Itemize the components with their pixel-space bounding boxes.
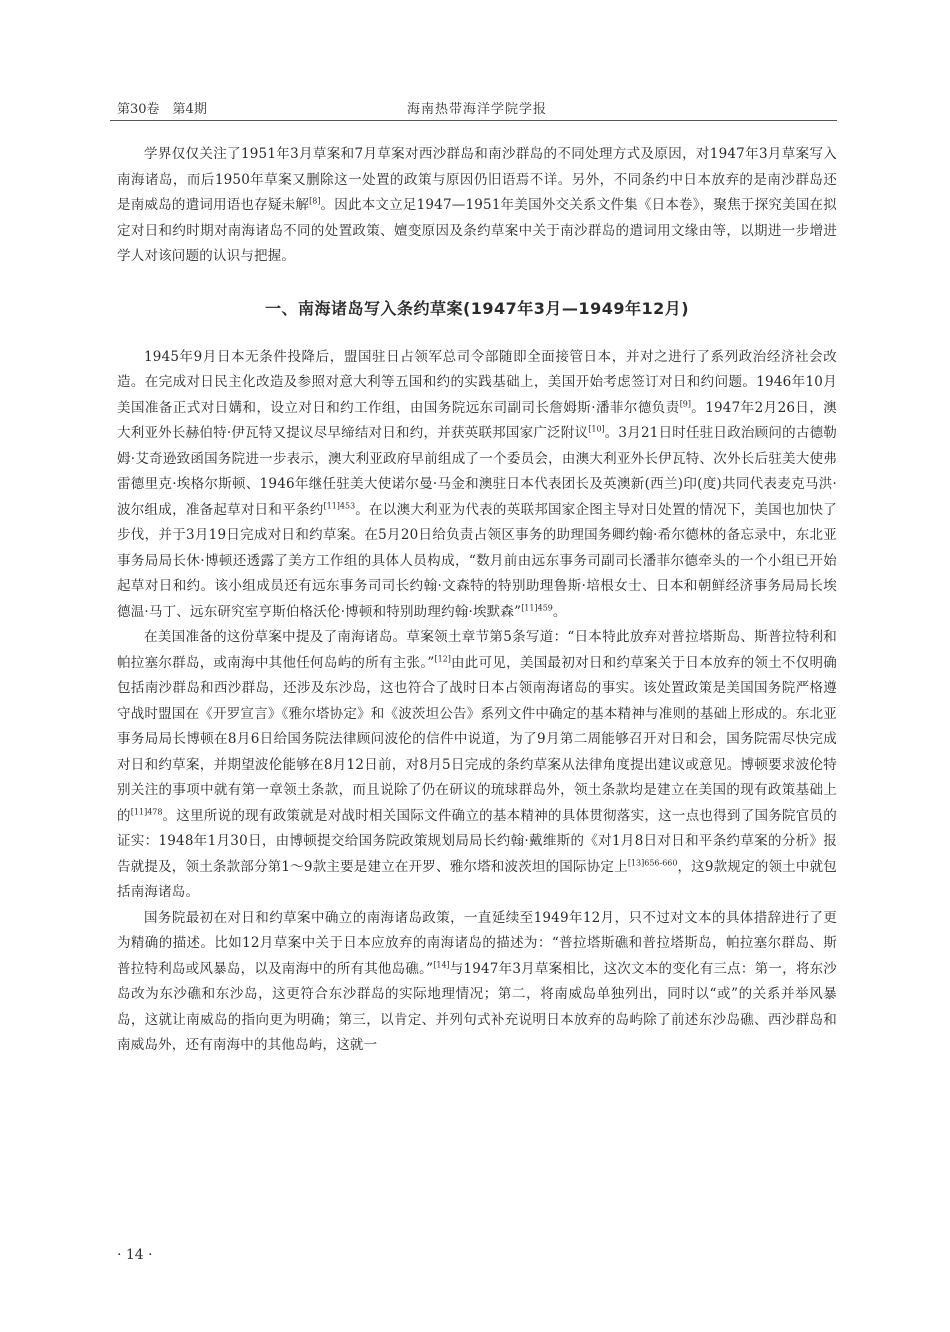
section-heading: 一、南海诸岛写入条约草案(1947年3月—1949年12月) [264,298,690,318]
citation: [11]453 [323,501,356,510]
page-number: · 14 · [117,1247,153,1263]
citation: [9] [679,399,692,408]
body-paragraph-1: 1945年9月日本无条件投降后，盟国驻日占领军总司令部随即全面接管日本，并对之进行了系列政治经济社会改造。在完成对日民主化改造及参照对意大利等五国和约的实践基础上，美国开始考虑签订对日和约问题。1946年10月美国准备正式对日媾和，设立对日和约工作组，由国务院远东司副司长詹姆斯·潘菲尔德负责[9]。1947年2月26日，澳大利亚外长赫伯特·伊瓦特又提议尽早缔结对日和约，并获英联邦国家广泛附议[10]。3月21日时任驻日政治顾问的古德勒姆·艾奇逊致函国务院进一步表示，澳大利亚政府早前组成了一个委员会，由澳大利亚外长伊瓦特、次外长后驻美大使弗雷德里克·埃格尔斯顿、1946年继任驻美大使诺尔曼·马金和澳驻日本代表团长及英澳新(西兰)印(度)共同代表麦克马洪·波尔组成，准备起草对日和平条约$^{[11]453}$。在以澳大利亚为代表的英联邦国家企图主导对日处置的情况下，美国也加快了步伐，并于3月19日完成对日和约草案。在5月20日给负责占领区事务的助理国务卿约翰·希尔德林的备忘录中，东北亚事务局局长休·博顿还透露了美方工作组的具体人员构成，“数月前由远东事务司副司长潘菲尔德牵头的一个小组已开始起草对日和约。该小组成员还有远东事务司司长约翰·文森特的特别助理鲁斯·培根女士、日本和朝鲜经济事务局局长埃德温·马丁、远东研究室亨斯伯格沃伦·博顿和特别助理约翰·埃默森”$^{[11]459}$。 [117,348,838,620]
volume-issue: 第30卷 第4期 [117,102,207,117]
citation: [13]656-660 [627,858,678,867]
intro-paragraph: 学界仅仅关注了1951年3月草案和7月草案对西沙群岛和南沙群岛的不同处理方式及原因，对1947年3月草案写入南海诸岛，而后1950年草案又删除这一处置的政策与原因仍旧语焉不详。另外，不同条约中日本放弃的是南沙群岛还是南威岛的遣词用语也存疑未解[8]。因此本文立足1947—1951年美国外交关系文件集《日本卷》，聚焦于探究美国在拟定对日和约时期对南海诸岛不同的处置政策、嬗变原因及条约草案中关于南沙群岛的遣词用文缘由等，以期进一步增进学人对该问题的认识与把握。 [117,146,837,264]
article-body [117,142,837,1059]
citation: [10] [588,424,605,434]
citation: [11]478 [130,807,163,816]
citation: [11]459 [521,603,553,612]
header-rule [110,120,837,121]
body-paragraph-2: 在美国准备的这份草案中提及了南海诸岛。草案领土章节第5条写道：“日本特此放弃对普拉塔斯岛、斯普拉特利和帕拉塞尔群岛，或南海中其他任何岛屿的所有主张。”[12]由此可见，美国最初对日和约草案关于日本放弃的领土不仅明确包括南沙群岛和西沙群岛，还涉及东沙岛，这也符合了战时日本占领南海诸岛的事实。该处置政策是美国国务院严格遵守战时盟国在《开罗宣言》《雅尔塔协定》和《波茨坦公告》系列文件中确定的基本精神与准则的基础上形成的。东北亚事务局局长博顿在8月6日给国务院法律顾问波伦的信件中说道，为了9月第二周能够召开对日和会，国务院需尽快完成对日和约草案，并期望波伦能够在8月12日前，对8月5日完成的条约草案从法律角度提出建议或意见。博顿要求波伦特别关注的事项中就有第一章领土条款，而且说除了仍在研议的琉球群岛外，领土条款均是建立在美国的现有政策基础上的$^{[11]478}$。这里所说的现有政策就是对战时相关国际文件确立的基本精神的具体贯彻落实，这一点也得到了国务院官员的证实：1948年1月30日，由博顿提交给国务院政策规划局局长约翰·戴维斯的《对1月8日对日和平条约草案的分析》报告就提及，领土条款部分第1～9款主要是建立在开罗、雅尔塔和波茨坦的国际协定上$^{[13]656-660}$，这9款规定的领土中就包括南海诸岛。 [117,629,838,900]
running-header [117,96,837,118]
citation: [14] [433,960,450,969]
citation: [8] [309,196,321,206]
body-paragraph-3: 国务院最初在对日和约草案中确立的南海诸岛政策，一直延续至1949年12月，只不过对文本的具体措辞进行了更为精确的描述。比如12月草案中关于日本应放弃的南海诸岛的描述为：“普拉塔斯礁和普拉塔斯岛，帕拉塞尔群岛、斯普拉特利岛或风暴岛，以及南海中的所有其他岛礁。”[14]与1947年3月草案相比，这次文本的变化有三点：第一，将东沙岛改为东沙礁和东沙岛，这更符合东沙群岛的实际地理情况；第二，将南威岛单独列出，同时以“或”的关系并举风暴岛，这就让南威岛的指向更为明确；第三，以肯定、并列句式补充说明日本放弃的岛屿除了前述东沙岛礁、西沙群岛和南威岛外，还有南海中的其他岛屿，这就一 [117,909,838,1053]
citation: [12] [434,654,451,663]
journal-title: 海南热带海洋学院学报 [406,102,547,117]
